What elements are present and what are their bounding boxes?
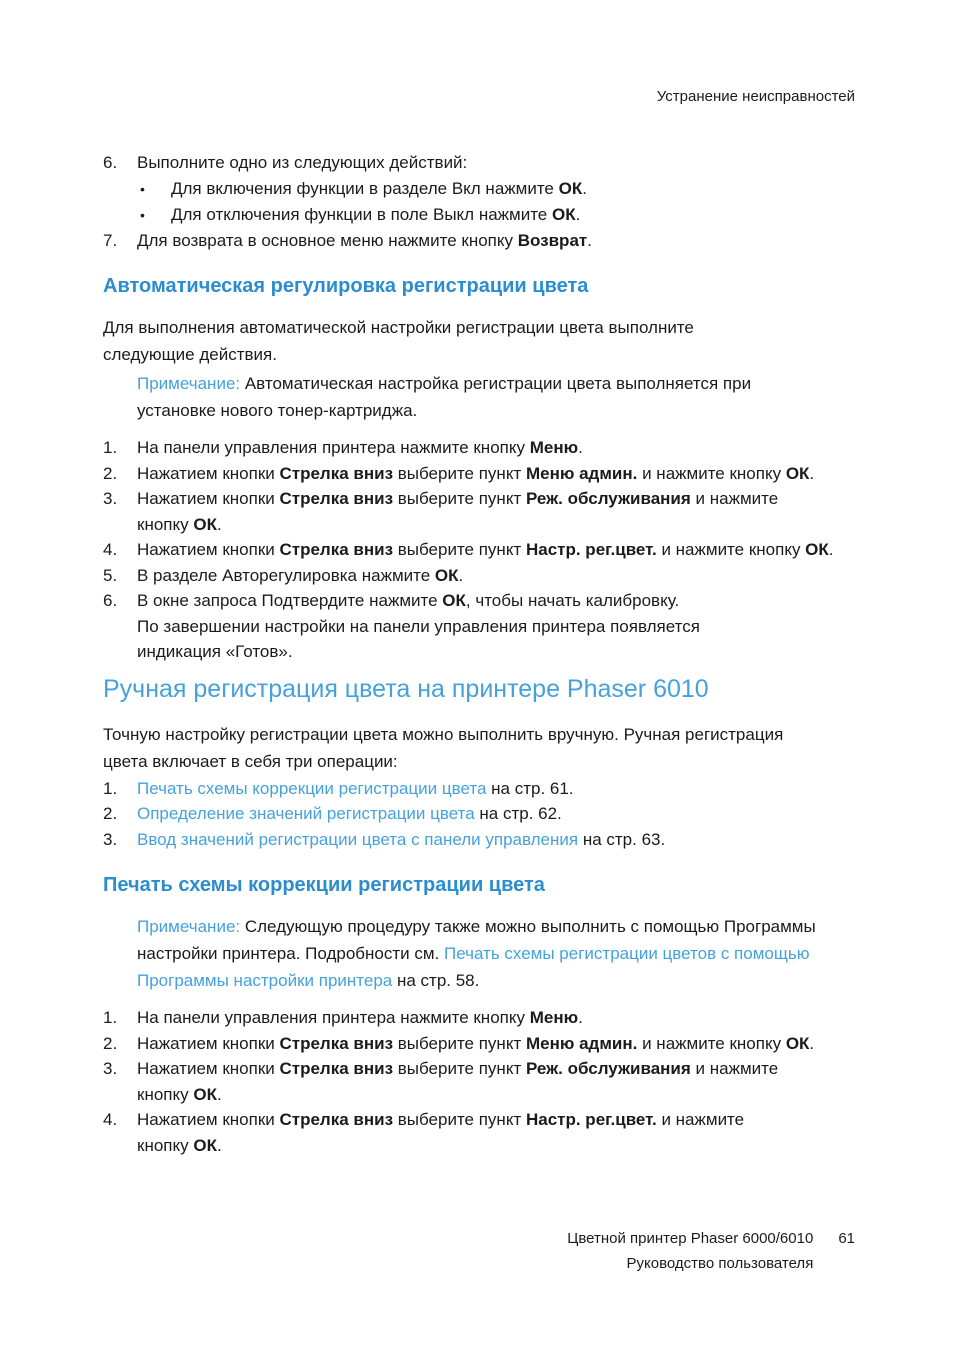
list-item [103, 150, 855, 176]
list-item [103, 228, 855, 254]
list-item [103, 827, 855, 853]
chapter-heading-manual-registration: Ручная регистрация цвета на принтере Phaser 6010 [103, 674, 709, 703]
list-item [103, 563, 855, 589]
list-text: В разделе Авторегулировка нажмите ОК. [137, 565, 464, 585]
cross-reference-link[interactable]: Ввод значений регистрации цвета с панели управления [137, 829, 579, 849]
footer-document-title: Цветной принтер Phaser 6000/6010 Руководство пользователя [567, 1230, 814, 1272]
cross-reference-link[interactable]: Программы настройки принтера [137, 971, 393, 990]
list-number: 3. [103, 489, 118, 508]
step-continuation-paragraph: По завершении настройки на панели управления принтера появляется индикация «Готов». [137, 616, 700, 661]
list-number: 2. [103, 804, 118, 823]
bullet-item [103, 176, 855, 202]
list-number: 1. [103, 1008, 118, 1027]
auto-registration-steps-list [103, 435, 855, 665]
list-number: 3. [103, 829, 118, 849]
list-item [103, 435, 855, 461]
list-text: Нажатием кнопки Стрелка вниз выберите пункт Настр. рег.цвет. и нажмите кнопку ОК. [137, 1110, 745, 1155]
list-item [103, 588, 855, 614]
list-item [103, 1056, 855, 1107]
list-text: Выполните одно из следующих действий: [137, 153, 468, 172]
list-item [103, 537, 855, 563]
list-text: Нажатием кнопки Стрелка вниз выберите пункт Настр. рег.цвет. и нажмите кнопку ОК. [137, 540, 834, 559]
list-number: 2. [103, 1033, 118, 1053]
list-number: 2. [103, 463, 118, 483]
bullet-icon: • [140, 206, 145, 223]
list-number: 5. [103, 565, 118, 585]
list-item [103, 1005, 855, 1031]
cross-reference-link[interactable]: Печать схемы регистрации цветов с помощью [444, 944, 810, 963]
list-text: Ввод значений регистрации цвета с панели управления на стр. 63. [137, 829, 666, 849]
list-item [103, 486, 855, 537]
list-text: В окне запроса Подтвердите нажмите ОК, чтобы начать калибровку. [137, 591, 680, 610]
page-footer [567, 1226, 855, 1276]
intro-paragraph: Точную настройку регистрации цвета можно выполнить вручную. Ручная регистрация цвета включает в себя три операции: [103, 724, 784, 771]
list-text: На панели управления принтера нажмите кнопку Меню. [137, 438, 583, 457]
list-item [103, 776, 855, 802]
list-number: 6. [103, 153, 118, 172]
list-number: 3. [103, 1059, 118, 1078]
list-text: Для возврата в основное меню нажмите кнопку Возврат. [137, 230, 592, 250]
bullet-text: Для отключения функции в поле Выкл нажмите ОК. [171, 204, 581, 224]
bullet-item [103, 202, 855, 228]
intro-paragraph: Для выполнения автоматической настройки регистрации цвета выполните следующие действия. [103, 318, 694, 364]
note-block: Примечание: Следующую процедуру также можно выполнить с помощью Программы настройки принтера. Подробности см. Печать схемы регистрации цветов с помощью Программы настройки принтера на стр. 58. [137, 917, 816, 990]
note-block: Примечание: Автоматическая настройка регистрации цвета выполняется при установке нового тонер-картриджа. [137, 374, 752, 420]
list-text: Определение значений регистрации цвета на стр. 62. [137, 804, 562, 823]
list-number: 1. [103, 778, 118, 798]
note-label: Примечание: [137, 374, 241, 393]
page-content [103, 88, 855, 1158]
note-label: Примечание: [137, 917, 241, 936]
list-number: 1. [103, 438, 118, 457]
page-number: 61 [838, 1230, 855, 1247]
manual-operations-list [103, 776, 855, 853]
list-item [103, 801, 855, 827]
previous-steps-list [103, 150, 855, 253]
list-text: На панели управления принтера нажмите кнопку Меню. [137, 1008, 583, 1027]
list-text: Нажатием кнопки Стрелка вниз выберите пункт Меню админ. и нажмите кнопку ОК. [137, 1033, 815, 1053]
list-number: 4. [103, 1110, 118, 1129]
list-number: 7. [103, 230, 118, 250]
list-item [103, 1031, 855, 1057]
list-text: Печать схемы коррекции регистрации цвета на стр. 61. [137, 778, 574, 798]
section-heading-auto-registration: Автоматическая регулировка регистрации цвета [103, 275, 589, 297]
list-text: Нажатием кнопки Стрелка вниз выберите пункт Реж. обслуживания и нажмите кнопку ОК. [137, 1059, 779, 1104]
print-chart-steps-list [103, 1005, 855, 1158]
list-text: Нажатием кнопки Стрелка вниз выберите пункт Реж. обслуживания и нажмите кнопку ОК. [137, 489, 779, 534]
bullet-icon: • [140, 180, 145, 197]
cross-reference-link[interactable]: Определение значений регистрации цвета [137, 804, 475, 823]
bullet-text: Для включения функции в разделе Вкл нажмите ОК. [171, 178, 587, 198]
list-item [103, 461, 855, 487]
list-item [103, 1107, 855, 1158]
cross-reference-link[interactable]: Печать схемы коррекции регистрации цвета [137, 778, 487, 798]
section-heading-print-chart: Печать схемы коррекции регистрации цвета [103, 874, 545, 896]
running-header: Устранение неисправностей [656, 88, 855, 105]
list-number: 6. [103, 591, 118, 610]
list-text: Нажатием кнопки Стрелка вниз выберите пункт Меню админ. и нажмите кнопку ОК. [137, 463, 815, 483]
list-number: 4. [103, 540, 118, 559]
